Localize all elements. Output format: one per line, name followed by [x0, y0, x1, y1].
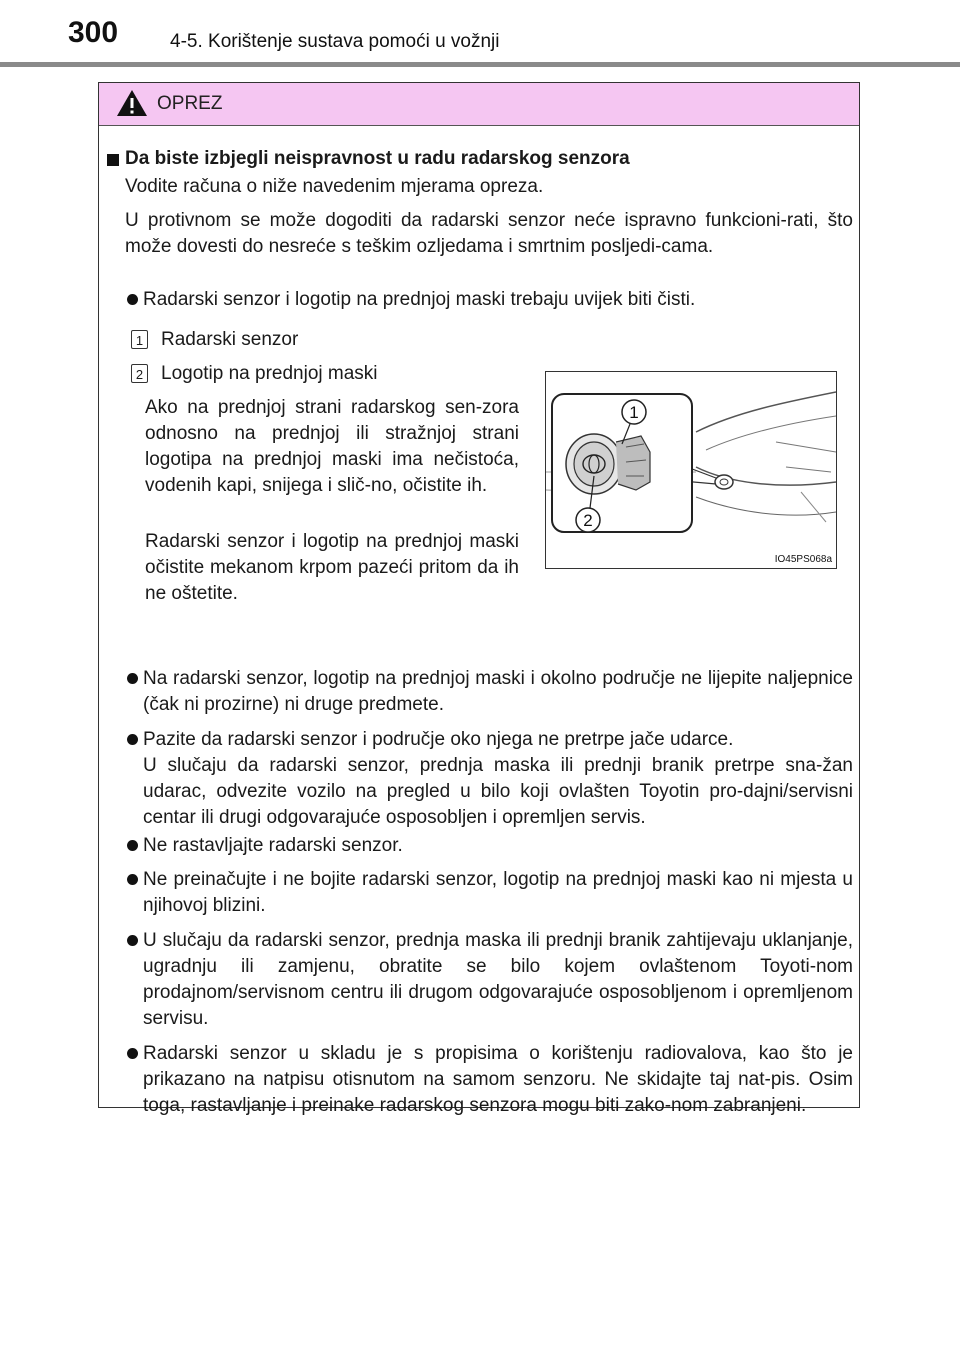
bullet-do-not-disassemble: Ne rastavljajte radarski senzor.	[143, 835, 403, 856]
bullet-avoid-impacts: Pazite da radarski senzor i područje oko njega ne pretrpe jače udarce.	[143, 729, 734, 750]
bullet-dot-icon	[127, 840, 138, 851]
radar-sensor-illustration	[545, 371, 837, 569]
bullet-removal-service: U slučaju da radarski senzor, prednja maska ili prednji branik zahtijevaju uklanjanje, ugradnju ili zamjenu, obratite se bilo kojem ovlaštenom Toyoti-nom prodajnom/servisnom centru ili drugom odgovarajuće osposobljenom i opremljenom servisu.	[143, 930, 853, 1029]
bullet-no-stickers: Na radarski senzor, logotip na prednjoj maski i okolno područje ne lijepite naljepnice (čak ni prozirne) ni druge predmete.	[143, 668, 853, 715]
bullet-dot-icon	[127, 935, 138, 946]
callout-number-2: 2	[131, 364, 148, 383]
svg-text:1: 1	[629, 403, 639, 422]
illustration-code: IO45PS068a	[774, 554, 832, 565]
caution-label: OPREZ	[157, 93, 223, 114]
caution-heading: Da biste izbjegli neispravnost u radu radarskog senzora	[125, 148, 630, 169]
bullet-do-not-modify: Ne preinačujte i ne bojite radarski senzor, logotip na prednjoj maski kao ni mjesta u njihovoj blizini.	[143, 869, 853, 916]
bullet-dot-icon	[127, 294, 138, 305]
svg-text:2: 2	[583, 511, 593, 530]
callout-label-2: Logotip na prednjoj maski	[161, 363, 378, 384]
side-paragraph-2: Radarski senzor i logotip na prednjoj maski očistite mekanom krpom pazeći pritom da ih ne oštetite.	[145, 531, 519, 604]
bullet-dot-icon	[127, 673, 138, 684]
section-title: 4-5. Korištenje sustava pomoći u vožnji	[170, 31, 500, 52]
square-bullet-icon	[107, 154, 119, 166]
intro-paragraph-2: U protivnom se može dogoditi da radarski senzor neće ispravno funkcioni-rati, što može dovesti do nesreće s teškim ozljedama i smrtnim posljedi-cama.	[125, 210, 853, 257]
page-header	[0, 0, 960, 70]
callout-number-1: 1	[131, 330, 148, 349]
caution-box	[98, 82, 860, 1116]
intro-paragraph-1: Vodite računa o niže navedenim mjerama opreza.	[125, 176, 544, 197]
page-number: 300	[68, 16, 119, 49]
callout-label-1: Radarski senzor	[161, 329, 299, 350]
caution-header	[99, 83, 859, 126]
impact-instructions: U slučaju da radarski senzor, prednja maska ili prednji branik pretrpe sna-žan udarac, odvezite vozilo na pregled u bilo koji ovlašten Toyotin pro-dajni/servisni centar ili drugi odgovarajuće osposobljen i opremljen servis.	[143, 755, 853, 828]
bullet-radio-regulations: Radarski senzor u skladu je s propisima o korištenju radiovalova, kao što je prikazano na natpisu otisnutom na samom senzoru. Ne skidajte taj nat-pis. Osim toga, rastavljanje i preinake radarskog senzora mogu biti zako-nom zabranjeni.	[143, 1043, 853, 1116]
warning-triangle-icon	[115, 88, 149, 118]
side-paragraph-1: Ako na prednjoj strani radarskog sen-zora odnosno na prednjoj ili stražnjoj strani logotipa na prednjoj maski ima nečistoća, vodenih kapi, snijega i slič-no, očistite ih.	[145, 397, 519, 496]
car-front-illustration	[546, 372, 836, 548]
bullet-dot-icon	[127, 1048, 138, 1059]
bullet-keep-clean: Radarski senzor i logotip na prednjoj maski trebaju uvijek biti čisti.	[143, 289, 696, 310]
bullet-dot-icon	[127, 734, 138, 745]
header-rule	[0, 62, 960, 67]
bullet-dot-icon	[127, 874, 138, 885]
